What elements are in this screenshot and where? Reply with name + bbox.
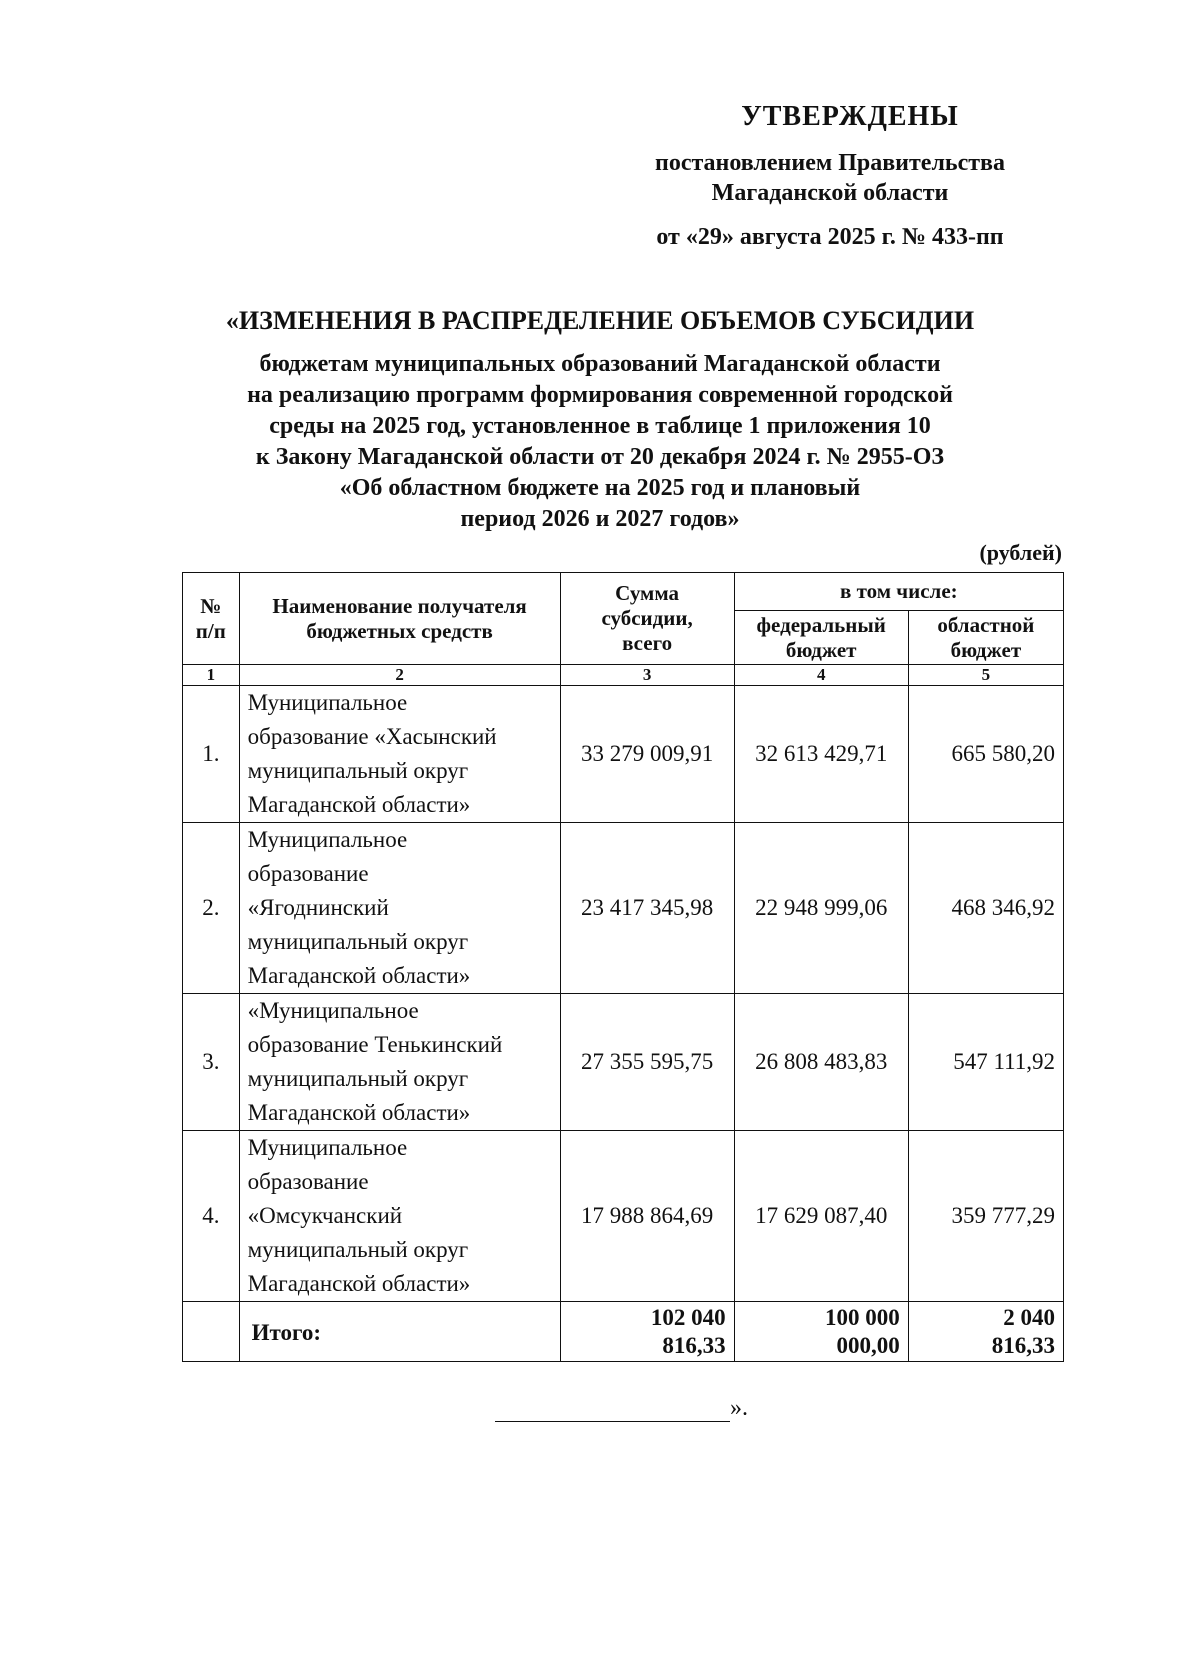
total-federal-line: 100 000 — [824, 1305, 900, 1330]
row-number: 2. — [183, 823, 240, 994]
total-row — [183, 1302, 1064, 1362]
title-line: бюджетам муниципальных образований Магаданской области — [259, 351, 941, 377]
recipient-name-line: муниципальный округ — [247, 1066, 469, 1091]
column-number-row — [183, 665, 1064, 686]
title-heading: «ИЗМЕНЕНИЯ В РАСПРЕДЕЛЕНИЕ ОБЪЕМОВ СУБСИДИИ — [225, 306, 975, 335]
table-row — [183, 686, 1064, 823]
column-number: 2 — [239, 665, 560, 686]
header-text: Сумма — [615, 581, 680, 605]
total-sum — [560, 1302, 734, 1362]
header-text: № — [200, 593, 222, 618]
recipient-name-line: Магаданской области» — [247, 1271, 471, 1296]
total-sum-line: 816,33 — [662, 1333, 726, 1358]
recipient-name-line: муниципальный округ — [247, 929, 469, 954]
subsidy-table — [182, 572, 1064, 1362]
header-name — [239, 573, 560, 665]
header-federal — [734, 611, 908, 665]
title-line: на реализацию программ формирования современной городской — [247, 382, 953, 408]
total-label: Итого: — [239, 1302, 560, 1362]
header-text: бюджет — [950, 637, 1022, 662]
approval-line-1: постановлением Правительства — [654, 150, 1005, 176]
recipient-name-line: образование — [247, 1169, 369, 1194]
federal-budget: 26 808 483,83 — [734, 994, 908, 1131]
column-number: 4 — [734, 665, 908, 686]
total-num-cell — [183, 1302, 240, 1362]
table-row — [183, 994, 1064, 1131]
closing-quote: ». — [730, 1395, 748, 1421]
row-number: 1. — [183, 686, 240, 823]
recipient-name-line: образование — [247, 861, 369, 886]
regional-budget: 665 580,20 — [908, 686, 1063, 823]
recipient-name-line: образование «Хасынский — [247, 724, 497, 749]
total-regional-line: 2 040 — [1003, 1305, 1055, 1330]
title-line: «Об областном бюджете на 2025 год и плановый — [339, 475, 861, 501]
federal-budget: 22 948 999,06 — [734, 823, 908, 994]
approval-block — [600, 100, 1060, 252]
recipient-name — [239, 994, 560, 1131]
approval-line-2: Магаданской области — [711, 180, 949, 206]
total-federal — [734, 1302, 908, 1362]
header-text: субсидии, — [601, 606, 693, 630]
unit-label: (рублей) — [979, 540, 1062, 565]
recipient-name-line: образование Тенькинский — [247, 1032, 503, 1057]
table-row — [183, 823, 1064, 994]
header-text: бюджет — [785, 637, 857, 662]
recipient-name-line: муниципальный округ — [247, 758, 469, 783]
recipient-name-line: Магаданской области» — [247, 792, 471, 817]
approval-line-3: от «29» августа 2025 г. № 433-пп — [656, 224, 1004, 250]
column-number: 1 — [183, 665, 240, 686]
subsidy-total: 27 355 595,75 — [560, 994, 734, 1131]
header-text: Наименование получателя — [272, 593, 527, 618]
signature-line — [495, 1397, 730, 1422]
regional-budget: 547 111,92 — [908, 994, 1063, 1131]
header-text: федеральный — [756, 612, 886, 637]
closing-mark — [495, 1395, 748, 1422]
column-number: 5 — [908, 665, 1063, 686]
total-federal-line: 000,00 — [836, 1333, 900, 1358]
header-text: областной — [937, 612, 1035, 637]
header-including: в том числе: — [734, 573, 1063, 611]
subsidy-total: 33 279 009,91 — [560, 686, 734, 823]
recipient-name-line: Магаданской области» — [247, 1100, 471, 1125]
recipient-name-line: муниципальный округ — [247, 1237, 469, 1262]
recipient-name-line: «Ягоднинский — [247, 895, 389, 920]
header-text: п/п — [195, 618, 226, 643]
header-num — [183, 573, 240, 665]
column-number: 3 — [560, 665, 734, 686]
recipient-name-line: Муниципальное — [247, 690, 408, 715]
regional-budget: 359 777,29 — [908, 1131, 1063, 1302]
table-row — [183, 1131, 1064, 1302]
subsidy-total: 23 417 345,98 — [560, 823, 734, 994]
document-title — [100, 305, 1100, 535]
recipient-name-line: Муниципальное — [247, 827, 408, 852]
federal-budget: 32 613 429,71 — [734, 686, 908, 823]
subsidy-total: 17 988 864,69 — [560, 1131, 734, 1302]
approval-heading: УТВЕРЖДЕНЫ — [741, 101, 959, 132]
recipient-name-line: «Омсукчанский — [247, 1203, 403, 1228]
title-line: период 2026 и 2027 годов» — [460, 506, 740, 532]
federal-budget: 17 629 087,40 — [734, 1131, 908, 1302]
total-sum-line: 102 040 — [650, 1305, 726, 1330]
row-number: 4. — [183, 1131, 240, 1302]
title-line: к Закону Магаданской области от 20 декабря 2024 г. № 2955-ОЗ — [255, 444, 945, 470]
recipient-name — [239, 823, 560, 994]
recipient-name — [239, 686, 560, 823]
header-text: бюджетных средств — [306, 618, 493, 643]
regional-budget: 468 346,92 — [908, 823, 1063, 994]
header-text: всего — [622, 631, 673, 655]
title-line: среды на 2025 год, установленное в таблице 1 приложения 10 — [269, 413, 931, 439]
header-sum — [560, 573, 734, 665]
recipient-name-line: «Муниципальное — [247, 998, 419, 1023]
recipient-name — [239, 1131, 560, 1302]
row-number: 3. — [183, 994, 240, 1131]
recipient-name-line: Магаданской области» — [247, 963, 471, 988]
header-regional — [908, 611, 1063, 665]
total-regional — [908, 1302, 1063, 1362]
total-regional-line: 816,33 — [991, 1333, 1055, 1358]
recipient-name-line: Муниципальное — [247, 1135, 408, 1160]
